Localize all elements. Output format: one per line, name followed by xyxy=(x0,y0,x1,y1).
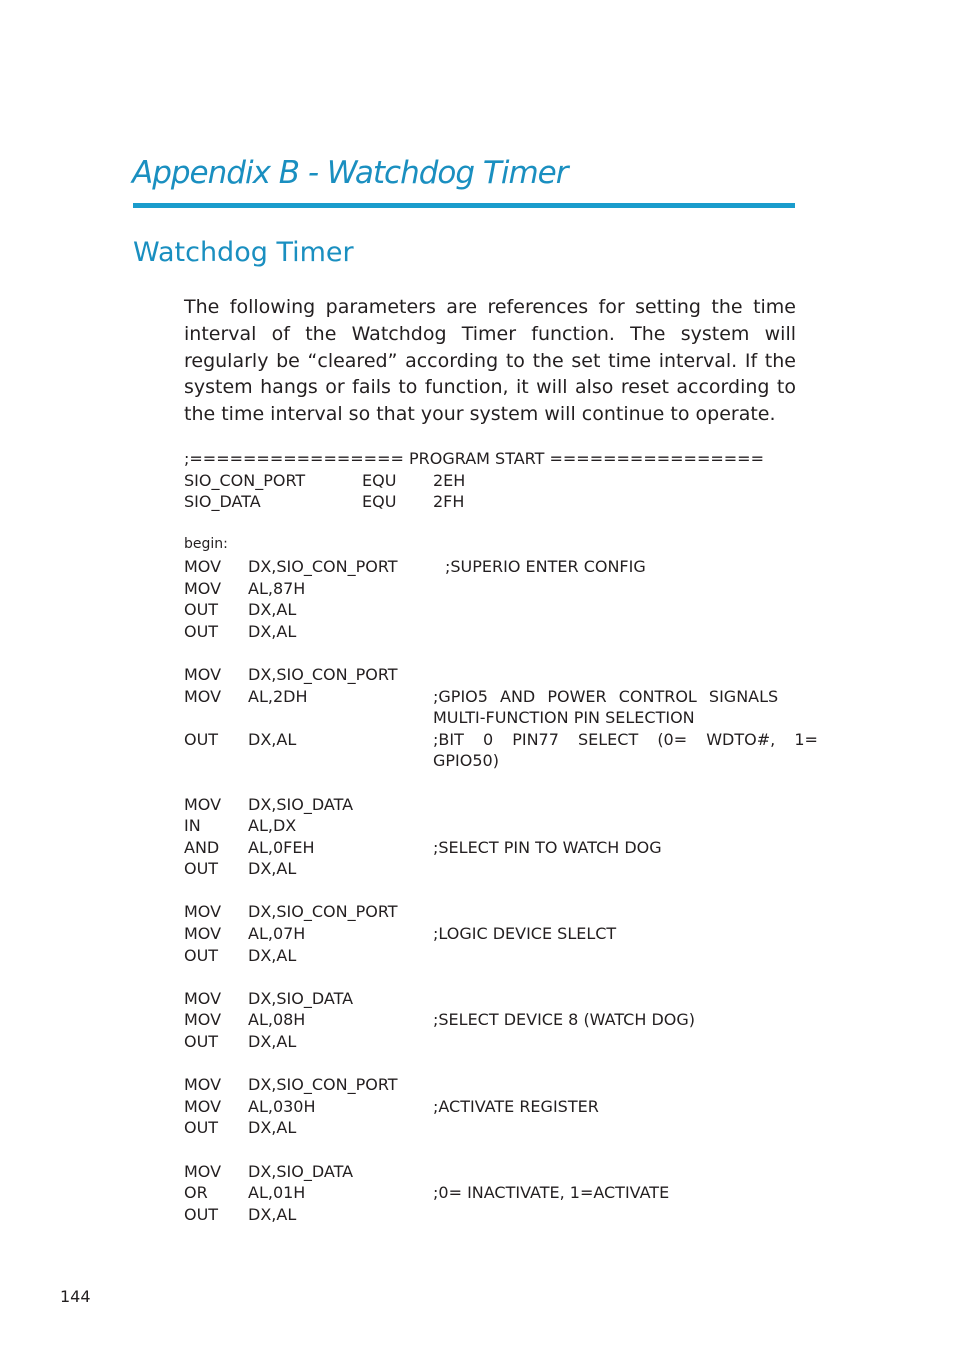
code-arg: DX,SIO_DATA xyxy=(248,794,354,814)
code-op: AND xyxy=(184,837,220,857)
code-spacer xyxy=(184,1053,796,1075)
page-number: 144 xyxy=(60,1287,91,1306)
code-line xyxy=(184,707,796,729)
code-spacer xyxy=(184,966,796,988)
code-line xyxy=(184,1031,796,1053)
code-comment: ;0= INACTIVATE, 1=ACTIVATE xyxy=(433,1183,670,1203)
code-arg: DX,AL xyxy=(248,1118,297,1138)
title-rule xyxy=(133,203,795,208)
code-arg: AL,DX xyxy=(248,816,297,836)
code-spacer xyxy=(184,1139,796,1161)
code-arg: AL,030H xyxy=(248,1096,316,1116)
equate-value: 2FH xyxy=(433,492,465,512)
code-op: MOV xyxy=(184,1075,222,1095)
code-comment: ;LOGIC DEVICE SLELCT xyxy=(433,924,617,944)
code-comment-continued: MULTI-FUNCTION PIN SELECTION xyxy=(433,708,695,728)
code-op: MOV xyxy=(184,1161,222,1181)
code-line xyxy=(184,448,796,470)
code-op: MOV xyxy=(184,924,222,944)
code-line xyxy=(184,1161,796,1183)
code-op: OR xyxy=(184,1183,208,1203)
code-op: OUT xyxy=(184,859,219,879)
code-line xyxy=(184,599,796,621)
code-listing xyxy=(184,448,818,1225)
code-op: OUT xyxy=(184,945,219,965)
code-op: OUT xyxy=(184,729,219,749)
equate-name: SIO_CON_PORT xyxy=(184,470,306,490)
code-arg: DX,SIO_DATA xyxy=(248,1161,354,1181)
code-op: MOV xyxy=(184,1096,222,1116)
code-op: OUT xyxy=(184,1204,219,1224)
code-arg: DX,AL xyxy=(248,859,297,879)
code-spacer xyxy=(184,880,796,902)
code-line xyxy=(184,491,796,513)
code-line xyxy=(184,858,796,880)
code-spacer xyxy=(184,513,796,535)
code-arg: AL,07H xyxy=(248,924,306,944)
code-line xyxy=(184,1074,796,1096)
code-spacer xyxy=(184,772,796,794)
code-op: MOV xyxy=(184,556,222,576)
code-spacer xyxy=(184,642,796,664)
code-arg: DX,SIO_CON_PORT xyxy=(248,902,398,922)
code-op: MOV xyxy=(184,578,222,598)
code-arg: AL,01H xyxy=(248,1183,306,1203)
code-comment: ;GPIO5 AND POWER CONTROL SIGNALS xyxy=(433,686,779,706)
code-arg: DX,AL xyxy=(248,945,297,965)
code-op: OUT xyxy=(184,600,219,620)
code-line xyxy=(184,750,796,772)
code-arg: AL,2DH xyxy=(248,686,308,706)
appendix-title: Appendix B - Watchdog Timer xyxy=(132,155,568,191)
code-line xyxy=(184,923,796,945)
code-arg: AL,0FEH xyxy=(248,837,315,857)
code-line xyxy=(184,794,796,816)
code-label: begin: xyxy=(184,536,228,553)
code-arg: AL,87H xyxy=(248,578,306,598)
code-line xyxy=(184,621,796,643)
code-arg: DX,SIO_DATA xyxy=(248,988,354,1008)
code-arg: DX,AL xyxy=(248,621,297,641)
code-line xyxy=(184,556,796,578)
code-comment: ;ACTIVATE REGISTER xyxy=(433,1096,599,1116)
code-comment: ;SUPERIO ENTER CONFIG xyxy=(445,556,646,576)
code-op: MOV xyxy=(184,794,222,814)
section-title: Watchdog Timer xyxy=(133,237,354,268)
equate-value: 2EH xyxy=(433,470,466,490)
code-line xyxy=(184,578,796,600)
code-line xyxy=(184,686,796,708)
code-line xyxy=(184,470,796,492)
code-line xyxy=(184,1117,796,1139)
program-start-banner: ;================ PROGRAM START ================ xyxy=(184,449,764,468)
code-arg: DX,SIO_CON_PORT xyxy=(248,1075,398,1095)
code-arg: DX,AL xyxy=(248,600,297,620)
code-op: OUT xyxy=(184,1032,219,1052)
code-line xyxy=(184,815,796,837)
code-op: MOV xyxy=(184,902,222,922)
equate-name: SIO_DATA xyxy=(184,492,261,512)
code-comment: ;SELECT PIN TO WATCH DOG xyxy=(433,837,662,857)
code-comment: ;BIT 0 PIN77 SELECT (0= WDTO#, 1= xyxy=(433,729,818,749)
code-op: MOV xyxy=(184,686,222,706)
code-comment: ;SELECT DEVICE 8 (WATCH DOG) xyxy=(433,1010,696,1030)
code-line xyxy=(184,1096,796,1118)
code-arg: AL,08H xyxy=(248,1010,306,1030)
code-line xyxy=(184,729,818,751)
code-line xyxy=(184,988,796,1010)
code-op: MOV xyxy=(184,1010,222,1030)
code-arg: DX,AL xyxy=(248,1204,297,1224)
code-line xyxy=(184,1009,796,1031)
code-comment-continued: GPIO50) xyxy=(433,751,499,771)
code-arg: DX,AL xyxy=(248,1032,297,1052)
code-line xyxy=(184,1182,796,1204)
code-op: OUT xyxy=(184,1118,219,1138)
code-op: OUT xyxy=(184,621,219,641)
intro-paragraph: The following parameters are references for setting the time interval of the Watchdog Timer function. The system will regularly be “cleared” according to the set time interval. If the system hangs or fails to function, it will also reset according to the time interval so that your system will continue to operate. xyxy=(184,296,796,426)
code-op: IN xyxy=(184,816,201,836)
code-op: MOV xyxy=(184,664,222,684)
equate-op: EQU xyxy=(362,492,397,512)
code-arg: DX,SIO_CON_PORT xyxy=(248,556,398,576)
code-line xyxy=(184,534,796,556)
code-line xyxy=(184,837,796,859)
equate-op: EQU xyxy=(362,470,397,490)
code-line xyxy=(184,664,796,686)
code-arg: DX,AL xyxy=(248,729,297,749)
code-op: MOV xyxy=(184,988,222,1008)
code-line xyxy=(184,945,796,967)
code-line xyxy=(184,1204,796,1226)
code-arg: DX,SIO_CON_PORT xyxy=(248,664,398,684)
code-line xyxy=(184,901,796,923)
